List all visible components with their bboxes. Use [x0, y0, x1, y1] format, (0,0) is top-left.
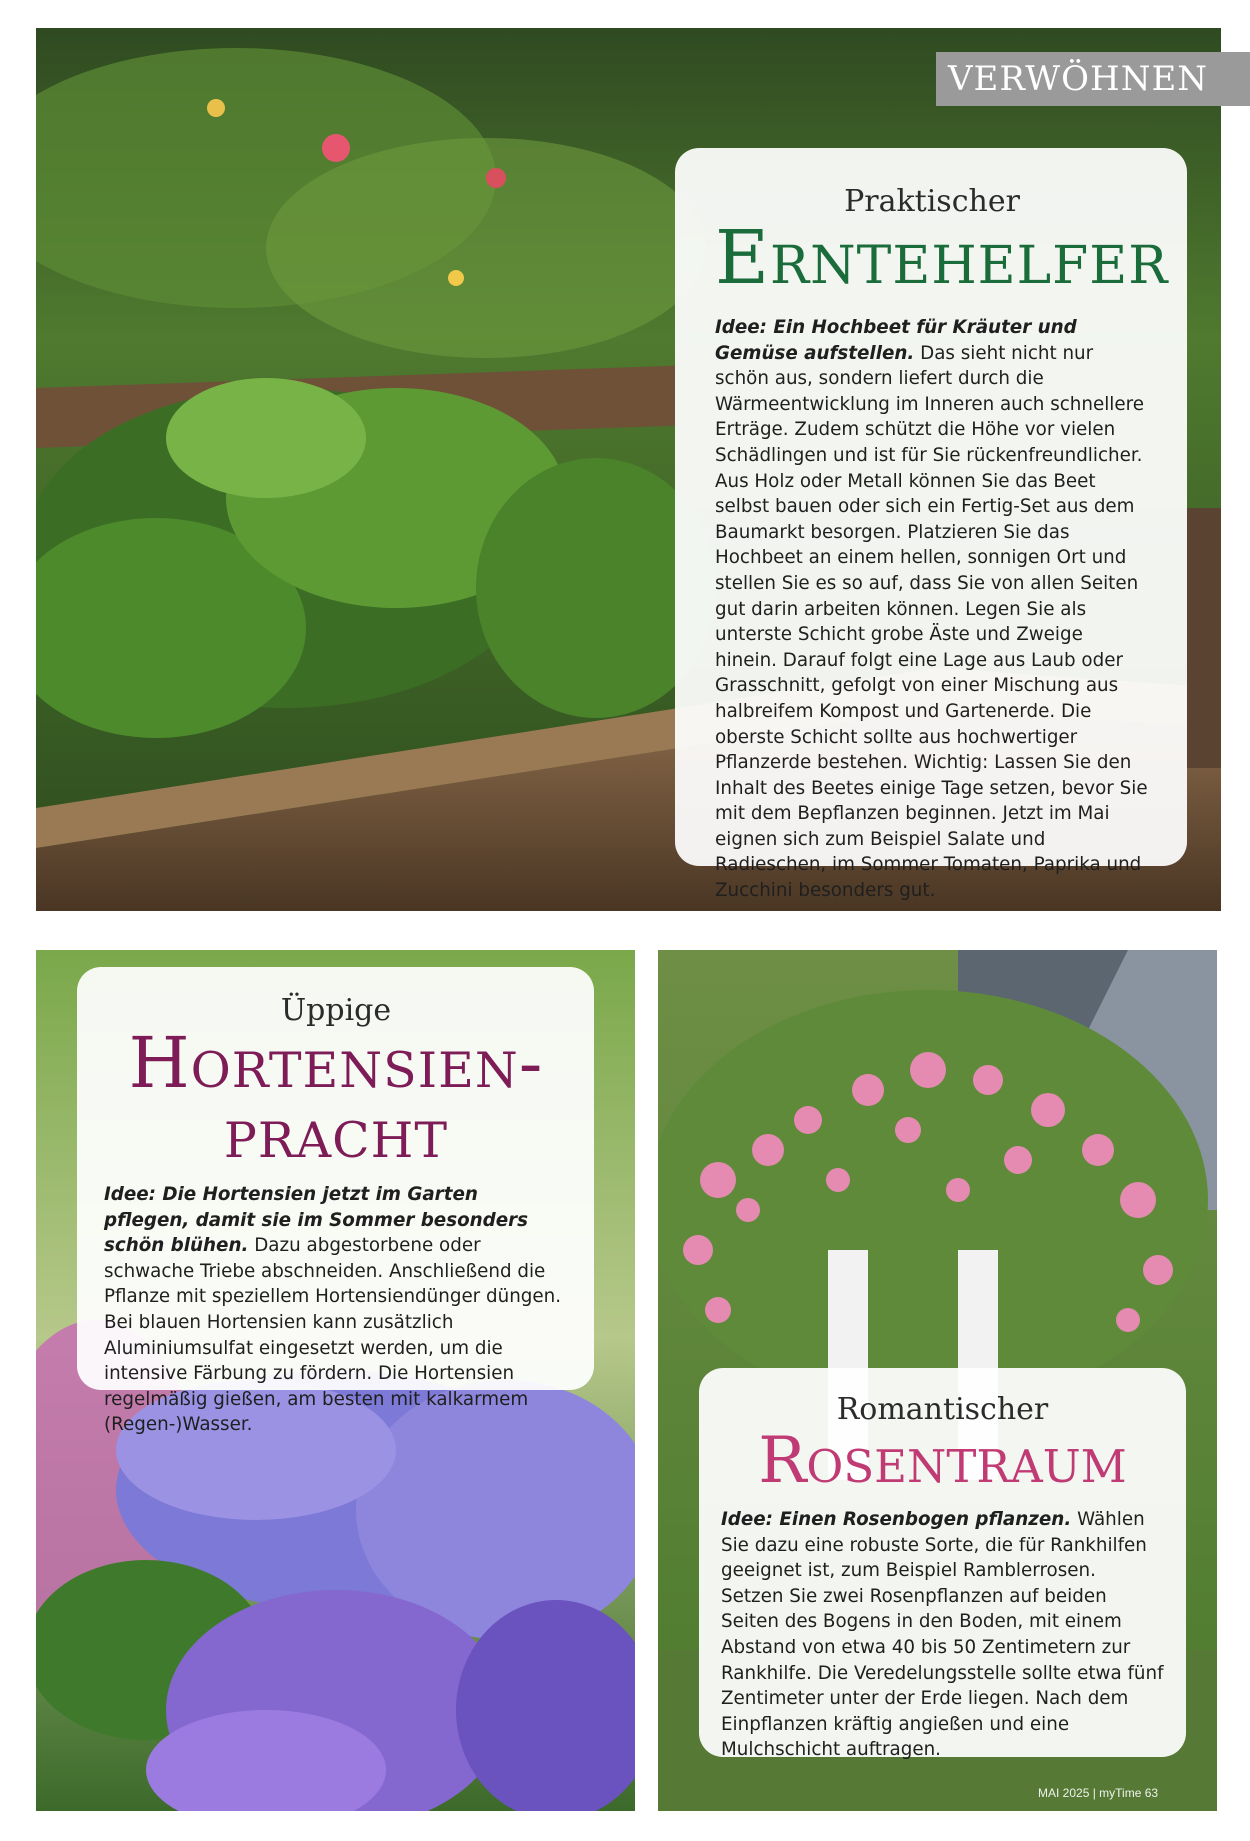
article-kicker: Üppige	[280, 993, 392, 1028]
article-text: Dazu abgestorbene oder schwache Triebe abschneiden. Anschließend die Pflanze mit speziellem Hortensiendünger düngen. Bei blauen Hortensien kann zusätzlich Aluminiumsulfat eingesetzt werden, um die intensive Färbung zu fördern. Die Hortensien regelmäßig gießen, am besten mit kalkarmem (Regen-)Wasser.	[104, 1235, 562, 1436]
article-card-erntehelfer	[675, 148, 1187, 902]
article-card-rosentraum	[699, 1368, 1186, 1761]
article-body	[721, 1507, 1164, 1763]
article-kicker: Praktischer	[844, 184, 1020, 219]
article-text: Wählen Sie dazu eine robuste Sorte, die für Rankhilfen geeignet ist, zum Beispiel Ramblerrosen. Setzen Sie zwei Rosenpflanzen auf beiden Seiten des Bogens in den Boden, mit einem Abstand von etwa 40 bis 50 Zentimetern zur Rankhilfe. Die Veredelungsstelle sollte etwa fünf Zentimeter unter der Erde liegen. Nach dem Einpflanzen kräftig angießen und eine Mulchschicht auftragen.	[721, 1509, 1164, 1761]
article-headline: Rosentraum	[758, 1424, 1127, 1498]
article-body	[715, 315, 1149, 904]
article-headline	[104, 1022, 568, 1174]
article-headline-line1: Hortensien-	[128, 1022, 544, 1104]
page-footer: MAI 2025 | myTime 63	[1038, 1786, 1159, 1800]
article-text: Das sieht nicht nur schön aus, sondern liefert durch die Wärmeentwicklung im Inneren auch schnellere Erträge. Zudem schützt die Höhe vor vielen Schädlingen und ist für Sie rückenfreundlicher. Aus Holz oder Metall können Sie das Beet selbst bauen oder sich ein Fertig-Set aus dem Baumarkt besorgen. Platzieren Sie das Hochbeet an einem hellen, sonnigen Ort und stellen Sie es so auf, dass Sie von allen Seiten gut darin arbeiten können. Legen Sie als unterste Schicht grobe Äste und Zweige hinein. Darauf folgt eine Lage aus Laub oder Grasschnitt, gefolgt von einer Mischung aus halbreifem Kompost und Gartenerde. Die oberste Schicht sollte aus hochwertiger Pflanzerde bestehen. Wichtig: Lassen Sie den Inhalt des Beetes einige Tage setzen, bevor Sie mit dem Bepflanzen beginnen. Jetzt im Mai eignen sich zum Beispiel Salate und Radieschen, im Sommer Tomaten, Paprika und Zucchini besonders gut.	[715, 342, 1148, 902]
article-lead: Idee: Die Hortensien jetzt im Garten pflegen, damit sie im Sommer besonders schön blühen.	[104, 1184, 529, 1257]
article-lead: Idee: Einen Rosenbogen pflanzen.	[721, 1509, 1072, 1530]
article-lead: Idee: Ein Hochbeet für Kräuter und Gemüse aufstellen.	[715, 317, 1077, 364]
article-card-hortensien	[77, 967, 594, 1436]
article-headline: Erntehelfer	[715, 215, 1169, 301]
article-headline-line2: pracht	[223, 1092, 449, 1174]
article-body	[104, 1182, 568, 1438]
section-tag: VERWÖHNEN	[936, 52, 1250, 106]
article-kicker: Romantischer	[836, 1392, 1049, 1427]
